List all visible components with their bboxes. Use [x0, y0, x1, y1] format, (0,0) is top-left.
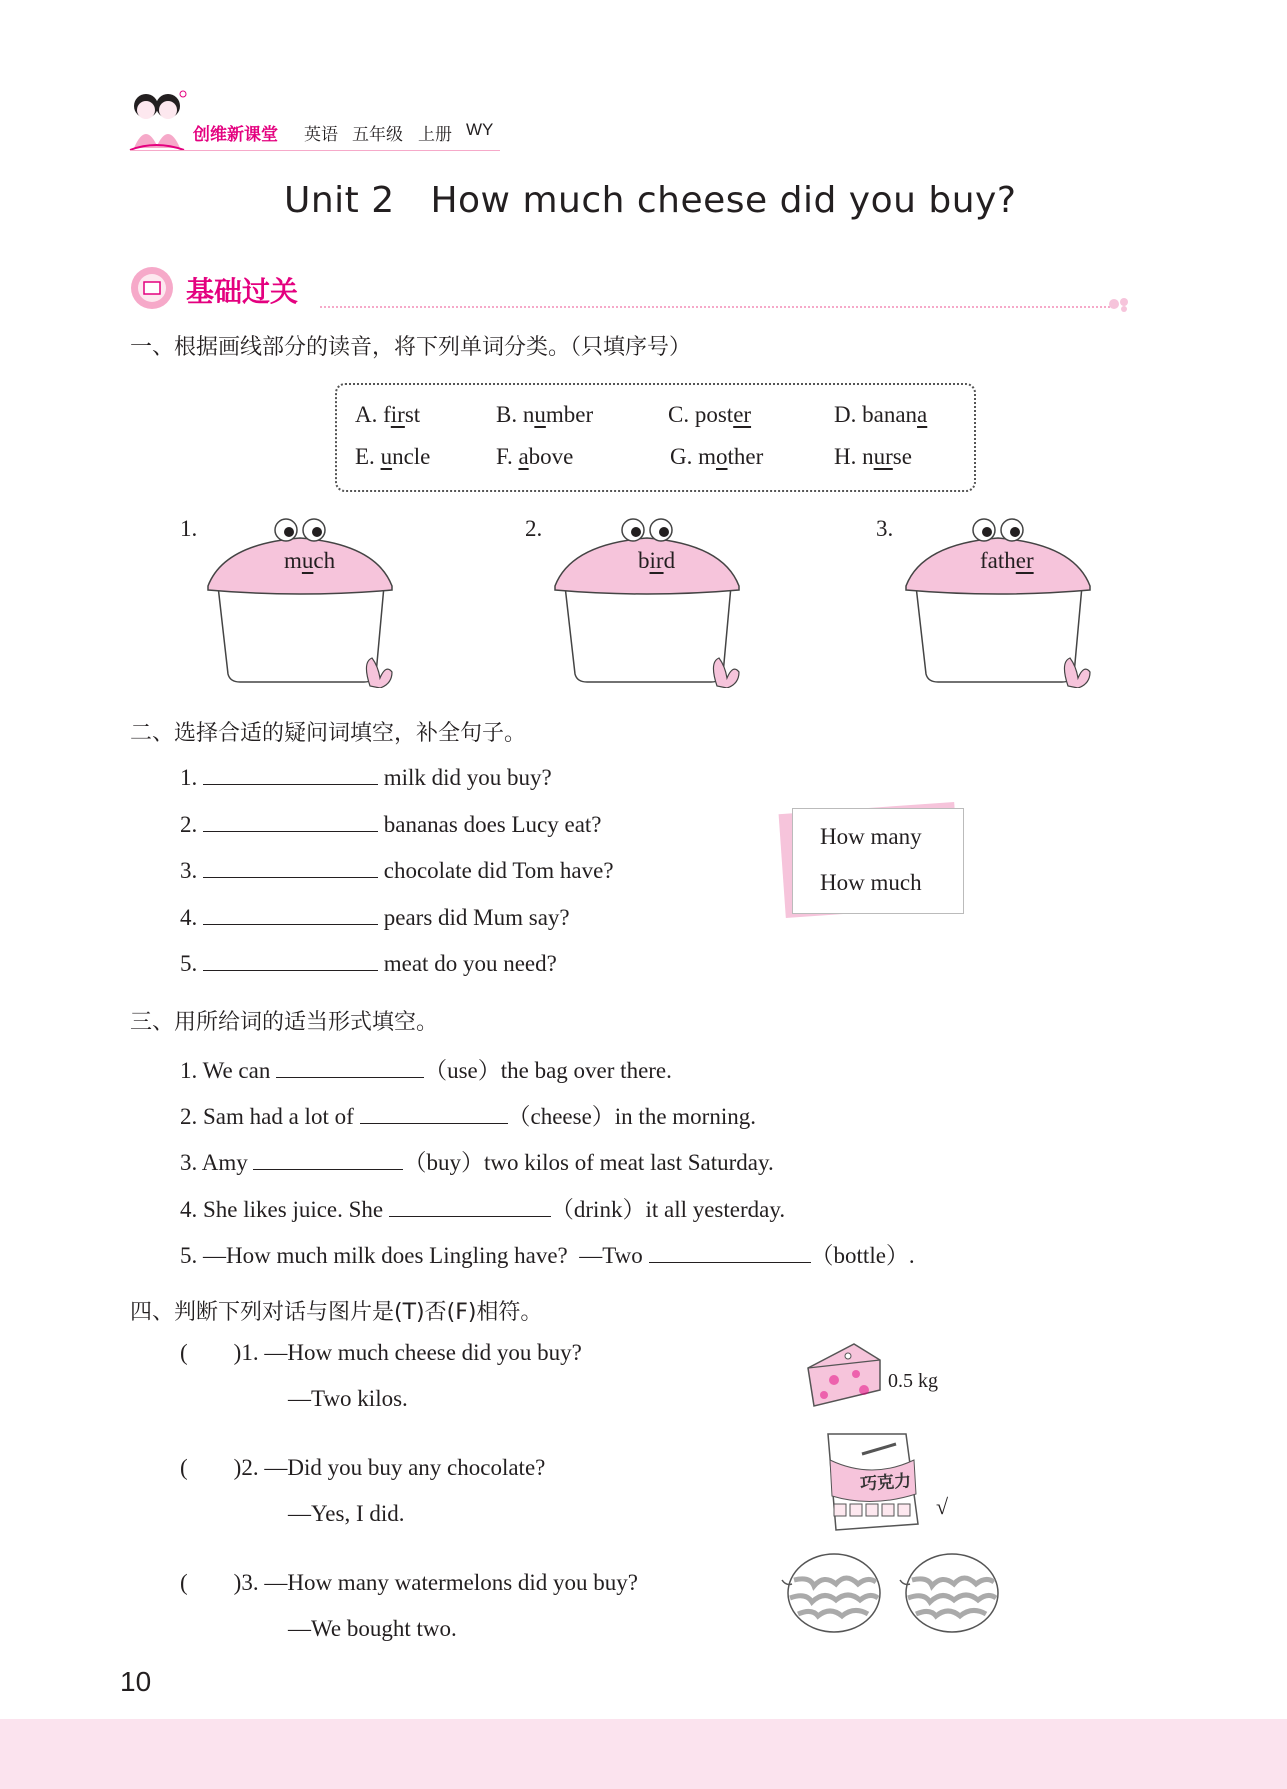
choice-how-many: How many	[820, 824, 922, 849]
cheese-weight-label: 0.5 kg	[888, 1370, 938, 1392]
q1-option: H. nurse	[834, 444, 912, 469]
cheese-icon	[804, 1340, 884, 1410]
q3-item: 3. Amy （buy）two kilos of meat last Saturday.	[180, 1144, 774, 1177]
q1-option: G. mother	[670, 444, 764, 469]
pot-word: bird	[638, 548, 676, 573]
q2-item: 5. meat do you need?	[180, 948, 557, 977]
q3-item: 4. She likes juice. She （drink）it all yesterday.	[180, 1191, 785, 1224]
page-number: 10	[120, 1666, 152, 1697]
q4-item: ( )1. —How much cheese did you buy?	[180, 1340, 582, 1365]
q4-answer: —Yes, I did.	[288, 1501, 405, 1526]
tf-answer-blank[interactable]: ( )	[180, 1570, 242, 1595]
pot-number: 2.	[525, 516, 543, 541]
header-logo	[126, 88, 188, 154]
q2-choice-card	[782, 808, 962, 914]
pot-group-1	[180, 516, 420, 688]
chocolate-box-label: 巧克力	[859, 1471, 912, 1494]
q1-word-box	[335, 383, 976, 492]
pot-group-2	[525, 516, 765, 688]
q1-option: D. banana	[834, 402, 928, 427]
q3-item: 1. We can （use）the bag over there.	[180, 1052, 672, 1085]
q2-heading: 二、选择合适的疑问词填空，补全句子。	[130, 721, 527, 746]
answer-blank[interactable]	[203, 855, 378, 878]
q1-option: F. above	[496, 444, 574, 469]
unit-title: Unit 2 How much cheese did you buy?	[284, 180, 1017, 221]
pot-word: father	[980, 548, 1034, 573]
pot-group-3	[876, 516, 1116, 688]
brand-name: 创维新课堂	[193, 125, 278, 144]
section-dotted-rule	[320, 306, 1110, 308]
q2-item: 2. bananas does Lucy eat?	[180, 809, 602, 838]
q3-item: 5. —How much milk does Lingling have? —Two （bottle）.	[180, 1237, 915, 1270]
answer-blank[interactable]	[203, 762, 378, 785]
header-rule	[130, 150, 500, 151]
q1-option: E. uncle	[355, 444, 431, 469]
answer-blank[interactable]	[276, 1055, 424, 1078]
section-badge-icon	[128, 265, 178, 316]
q1-option: C. poster	[668, 402, 752, 427]
pot-number: 1.	[180, 516, 198, 541]
q4-answer: —We bought two.	[288, 1616, 457, 1641]
header-edition: WY	[466, 120, 494, 139]
header-grade: 五年级	[352, 125, 403, 144]
q3-item: 2. Sam had a lot of （cheese）in the morning.	[180, 1098, 756, 1131]
answer-blank[interactable]	[649, 1240, 811, 1263]
q4-answer: —Two kilos.	[288, 1386, 408, 1411]
q4-item: ( )2. —Did you buy any chocolate?	[180, 1455, 546, 1480]
pot-icon	[902, 516, 1116, 688]
pot-word: much	[284, 548, 336, 573]
answer-blank[interactable]	[389, 1194, 551, 1217]
watermelon-icon	[898, 1550, 1002, 1636]
q1-option: A. first	[355, 402, 421, 427]
q1-heading: 一、根据画线部分的读音，将下列单词分类。（只填序号）	[130, 335, 692, 360]
q2-item: 3. chocolate did Tom have?	[180, 855, 614, 884]
q2-item: 4. pears did Mum say?	[180, 902, 570, 931]
watermelon-icon	[780, 1550, 884, 1636]
answer-blank[interactable]	[360, 1101, 508, 1124]
pot-icon	[551, 516, 765, 688]
kids-logo-icon	[126, 88, 188, 154]
pot-icon	[204, 516, 418, 688]
pot-number: 3.	[876, 516, 894, 541]
check-mark-icon: √	[936, 1494, 949, 1519]
q3-heading: 三、用所给词的适当形式填空。	[130, 1010, 439, 1035]
flower-deco-icon	[1108, 294, 1132, 319]
tf-answer-blank[interactable]: ( )	[180, 1340, 242, 1365]
answer-blank[interactable]	[253, 1147, 403, 1170]
choice-how-much: How much	[820, 870, 922, 895]
q2-item: 1. milk did you buy?	[180, 762, 552, 791]
header-volume: 上册	[418, 125, 452, 144]
answer-blank[interactable]	[203, 948, 378, 971]
page-footer-band	[0, 1719, 1287, 1789]
q4-item: ( )3. —How many watermelons did you buy?	[180, 1570, 639, 1595]
header-subject: 英语	[304, 125, 338, 144]
answer-blank[interactable]	[203, 902, 378, 925]
q4-heading: 四、判断下列对话与图片是(T)否(F)相符。	[130, 1300, 543, 1325]
answer-blank[interactable]	[203, 809, 378, 832]
q1-option: B. number	[496, 402, 594, 427]
tf-answer-blank[interactable]: ( )	[180, 1455, 242, 1480]
section-title: 基础过关	[186, 275, 299, 308]
